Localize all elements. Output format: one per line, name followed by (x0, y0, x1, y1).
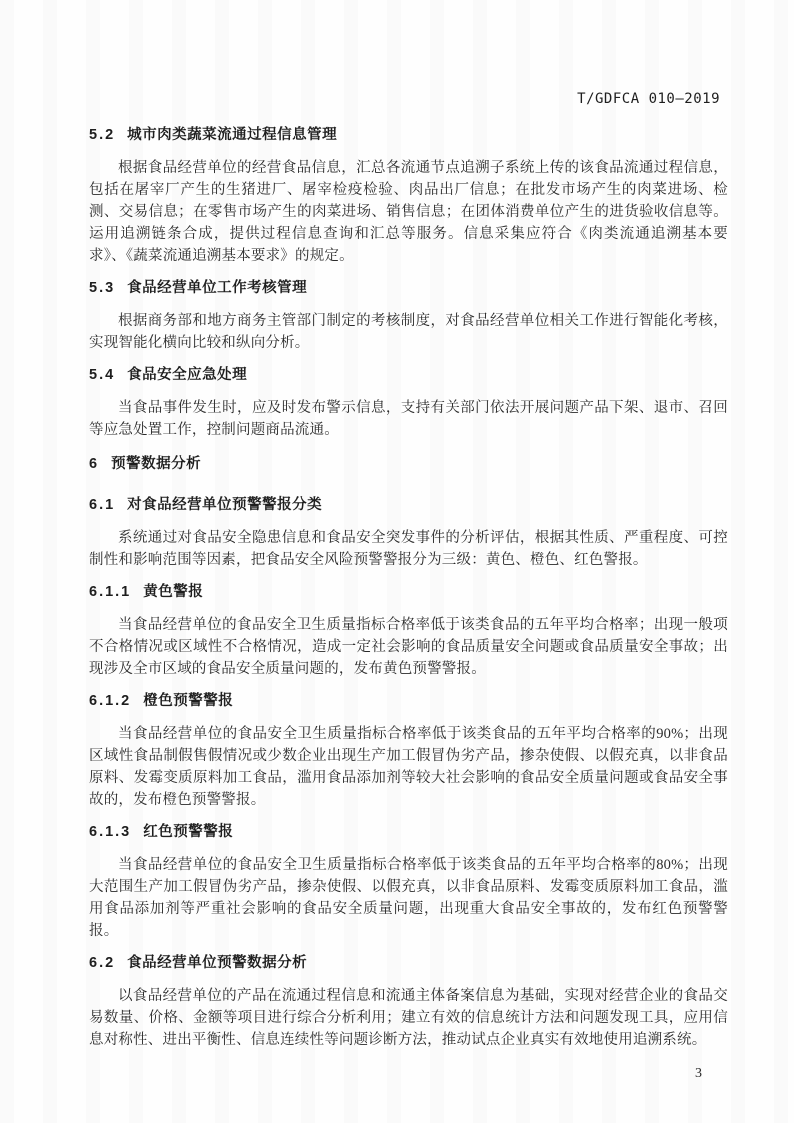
section-heading-6-1-1 (89, 585, 728, 600)
section-title: 橙色预警警报 (143, 693, 234, 709)
section-title: 黄色警报 (143, 584, 204, 600)
section-number: 5.2 (89, 127, 116, 143)
section-number: 5.4 (89, 367, 116, 383)
section-heading-5-4 (89, 368, 728, 383)
section-number: 6.1.3 (89, 824, 132, 840)
section-title: 城市肉类蔬菜流通过程信息管理 (127, 127, 338, 143)
section-title: 食品安全应急处理 (127, 367, 248, 383)
section-title: 食品经营单位预警数据分析 (127, 955, 308, 971)
section-paragraph-6-1-3: 当食品经营单位的食品安全卫生质量指标合格率低于该类食品的五年平均合格率的80%；出现大范围生产加工假冒伪劣产品，掺杂使假、以假充真，以非食品原料、发霉变质原料加工食品，滥用食品添加剂等严重社会影响的食品安全质量问题，出现重大食品安全事故的，发布红色预警警报。 (89, 857, 728, 939)
section-paragraph-6-1-2: 当食品经营单位的食品安全卫生质量指标合格率低于该类食品的五年平均合格率的90%；出现区域性食品制假售假情况或少数企业出现生产加工假冒伪劣产品，掺杂使假、以假充真，以非食品原料、发霉变质原料加工食品，滥用食品添加剂等较大社会影响的食品安全质量问题或食品安全事故的，发布橙色预警警报。 (89, 726, 728, 808)
section-heading-6-1-2 (89, 694, 728, 709)
section-paragraph-6-2: 以食品经营单位的产品在流通过程信息和流通主体备案信息为基础，实现对经营企业的食品交易数量、价格、金额等项目进行综合分析利用；建立有效的信息统计方法和问题发现工具，应用信息对称性、进出平衡性、信息连续性等问题诊断方法，推动试点企业真实有效地使用追溯系统。 (89, 988, 728, 1048)
section-title: 红色预警警报 (143, 824, 234, 840)
chapter-title: 预警数据分析 (111, 456, 202, 472)
chapter-number: 6 (89, 456, 100, 472)
section-heading-6-2 (89, 956, 728, 971)
section-paragraph-5-4: 当食品事件发生时，应及时发布警示信息，支持有关部门依法开展问题产品下架、退市、召回等应急处置工作，控制问题商品流通。 (89, 400, 728, 438)
section-title: 对食品经营单位预警警报分类 (127, 497, 323, 513)
section-heading-6-1-3 (89, 825, 728, 840)
section-title: 食品经营单位工作考核管理 (127, 280, 308, 296)
standard-code-header: T/GDFCA 010—2019 (577, 91, 720, 107)
section-paragraph-5-2: 根据食品经营单位的经营食品信息，汇总各流通节点追溯子系统上传的该食品流通过程信息，包括在屠宰厂产生的生猪进厂、屠宰检疫检验、肉品出厂信息；在批发市场产生的肉菜进场、检测、交易信息；在零售市场产生的肉菜进场、销售信息；在团体消费单位产生的进货验收信息等。运用追溯链条合成，提供过程信息查询和汇总等服务。信息采集应符合《肉类流通追溯基本要求》、《蔬菜流通追溯基本要求》的规定。 (89, 160, 728, 264)
section-paragraph-6-1: 系统通过对食品安全隐患信息和食品安全突发事件的分析评估，根据其性质、严重程度、可控制性和影响范围等因素，把食品安全风险预警警报分为三级：黄色、橙色、红色警报。 (89, 530, 728, 568)
section-number: 5.3 (89, 280, 116, 296)
section-number: 6.1.2 (89, 693, 132, 709)
section-number: 6.1.1 (89, 584, 132, 600)
section-paragraph-5-3: 根据商务部和地方商务主管部门制定的考核制度，对食品经营单位相关工作进行智能化考核，实现智能化横向比较和纵向分析。 (89, 313, 728, 351)
section-paragraph-6-1-1: 当食品经营单位的食品安全卫生质量指标合格率低于该类食品的五年平均合格率；出现一般项不合格情况或区域性不合格情况，造成一定社会影响的食品质量安全问题或食品质量安全事故；出现涉及全市区域的食品安全质量问题的，发布黄色预警警报。 (89, 617, 728, 677)
page-number: 3 (695, 1066, 702, 1081)
section-heading-5-3 (89, 281, 728, 296)
section-number: 6.1 (89, 497, 116, 513)
section-heading-5-2 (89, 128, 728, 143)
section-heading-6-1 (89, 498, 728, 513)
section-number: 6.2 (89, 955, 116, 971)
chapter-heading-6 (89, 457, 728, 472)
